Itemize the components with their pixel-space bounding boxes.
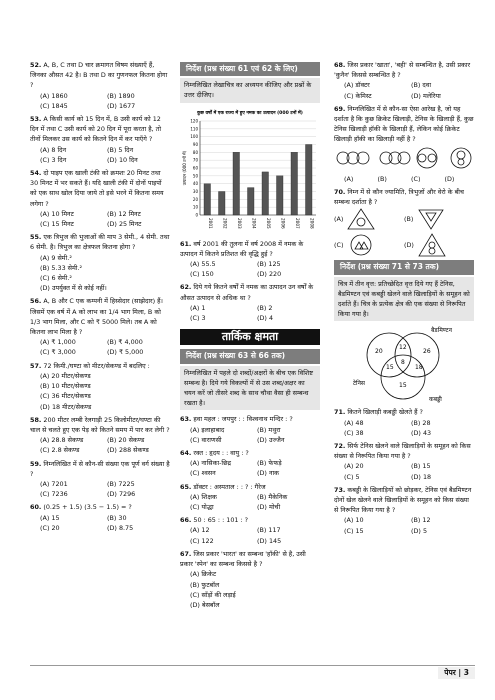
venn-option-b-icon — [380, 152, 410, 164]
question-text: डॉक्टर : अस्पताल : : ? : गैरेज — [193, 482, 266, 491]
option[interactable]: (B) 12 — [411, 516, 431, 525]
options — [180, 492, 320, 512]
question-number: 62. — [180, 283, 192, 292]
question-text: एक त्रिभुज की भुजाओं की माप 3 सेमी., 4 सेमी. तथा 6 सेमी. है। त्रिभुज का क्षेत्रफल कितना होगा ? — [30, 233, 170, 252]
question — [30, 415, 170, 456]
bar-2004 — [247, 187, 254, 214]
option[interactable]: (D) 4 — [257, 314, 274, 323]
option[interactable]: (D) 288 सेकण्ड — [107, 446, 149, 455]
option[interactable]: (A) 1860 — [40, 91, 68, 100]
option[interactable]: (D) 25 मिनट — [107, 220, 142, 229]
question-number: 61. — [180, 239, 192, 248]
section-title: तार्किक क्षमता — [180, 329, 320, 345]
badminton-label: बैडमिण्टन — [431, 327, 452, 335]
question-number: 64. — [180, 449, 192, 458]
option[interactable]: (C) 3 — [190, 314, 206, 323]
question-stem — [180, 482, 320, 492]
kabaddi-label: कबड्डी — [429, 396, 442, 404]
y-tick-label: 70 — [192, 157, 198, 163]
question — [30, 459, 170, 500]
y-tick-label: 50 — [192, 172, 198, 178]
option[interactable]: (B) मथुरा — [257, 425, 281, 434]
option[interactable]: (C) 150 — [190, 270, 214, 279]
option[interactable]: (C) 1845 — [40, 101, 68, 110]
option[interactable]: (B) 5 दिन — [107, 145, 134, 154]
question-stem — [30, 60, 170, 91]
question — [30, 232, 170, 293]
option[interactable]: (C) वाराणसी — [190, 435, 222, 444]
question-70 — [334, 187, 474, 257]
question-stem — [30, 361, 170, 371]
question-text: A किसी कार्य को 15 दिन में, B उसी कार्य को 12 दिन में तथा C उसी कार्य को 20 दिन में पूरा करता है, तो तीनों मिलकर उस कार्य को कितने दिन में कर पाएँगे ? — [30, 115, 161, 144]
question-69 — [334, 104, 474, 184]
tennis-label: टेनिस — [353, 380, 365, 388]
section-header-61-62: निर्देश (प्रश्न संख्या 61 एवं 62 के लिए) — [180, 62, 320, 76]
option[interactable]: (D) नाक — [257, 469, 280, 478]
question — [334, 60, 474, 101]
question — [30, 361, 170, 412]
venn-region-badminton-kabaddi: 18 — [415, 364, 423, 372]
column-3 — [334, 60, 474, 539]
option[interactable]: (A) 55.5 — [190, 260, 216, 269]
question-text: जिस प्रकार 'खाता', 'बही' से सम्बन्धित है, उसी प्रकार 'कुनैन' किससे सम्बन्धित है ? — [334, 61, 471, 80]
option[interactable]: (C) 6 सेमी.² — [40, 274, 72, 283]
question-number: 72. — [334, 442, 346, 451]
question-number: 69. — [334, 104, 346, 113]
option[interactable]: (D) 18 — [411, 472, 432, 481]
option[interactable]: (A) 9 सेमी.² — [40, 253, 72, 262]
option-label: (B) — [404, 215, 414, 224]
venn-region-all-three: 8 — [401, 359, 405, 367]
x-tick-label: 2006 — [280, 217, 286, 229]
page-footer — [30, 665, 475, 680]
option[interactable]: (C) 5 — [344, 472, 360, 481]
venn-region-tennis-kabaddi: 15 — [386, 364, 394, 372]
question-number: 63. — [180, 415, 192, 424]
bar-2006 — [276, 175, 283, 214]
question-number: 60. — [30, 503, 42, 512]
venn-region-kabaddi-only: 15 — [399, 382, 407, 390]
y-tick-label: 120 — [190, 118, 198, 124]
options — [30, 371, 170, 412]
y-tick-label: 110 — [190, 125, 198, 131]
options — [334, 418, 474, 438]
venn-region-badminton-only: 26 — [423, 348, 431, 356]
option[interactable]: (D) ₹ 5,000 — [107, 348, 144, 357]
option-label: (A) — [334, 215, 344, 224]
option[interactable]: (C) — [411, 174, 421, 183]
option-70-d[interactable] — [404, 233, 474, 257]
option[interactable]: (B) फेफड़े — [257, 459, 282, 468]
question-text: निम्नलिखित में से कौन-सा ऐसा आरेख है, जो यह दर्शाता है कि कुछ क्रिकेट खिलाड़ी, टेनिस के खिलाड़ी हैं, कुछ टेनिस खिलाड़ी हॉकी के खिलाड़ी हैं, लेकिन कोई क्रिकेट खिलाड़ी हॉकी का खिलाड़ी नहीं है ? — [334, 104, 474, 144]
option[interactable]: (D) 18 मीटर/सेकण्ड — [40, 402, 92, 411]
section-header-63-66: निर्देश (प्रश्न संख्या 63 से 66 तक) — [180, 349, 320, 363]
option[interactable]: (A) 7201 — [40, 479, 68, 488]
options — [180, 458, 320, 478]
venn-region-tennis-badminton: 12 — [399, 344, 407, 352]
option[interactable]: (C) श्वसन — [190, 469, 216, 478]
option[interactable]: (D) बेसबॉल — [190, 600, 220, 609]
question-text: A, B और C एक कम्पनी में हिस्सेदार (साझेदार) हैं। जिसमें एक वर्ष में A को लाभ का 1/4 भाग मिला, B को 1/3 भाग मिला, और C को ₹ 5000 मिले। तब A को कितना लाभ मिला है ? — [30, 297, 163, 337]
section-header-71-73: निर्देश (प्रश्न संख्या 71 से 73 तक) — [334, 260, 474, 274]
option[interactable]: (B) 12 मिनट — [107, 209, 141, 218]
option[interactable]: (B) 10 मीटर/सेकण्ड — [40, 382, 91, 391]
option[interactable]: (D) उपर्युक्त में से कोई नहीं। — [40, 284, 107, 293]
question-text: जिस प्रकार 'भारत' का सम्बन्ध 'हॉकी' से है, उसी प्रकार 'स्पेन' का सम्बन्ध किससे है ? — [180, 549, 306, 569]
question-stem — [30, 415, 170, 435]
question — [30, 502, 170, 533]
options — [30, 209, 170, 229]
option[interactable]: (C) 15 मिनट — [40, 220, 74, 229]
circle-triangles-option-icon — [346, 233, 376, 257]
question-number: 66. — [180, 516, 192, 525]
option[interactable]: (A) 10 — [344, 516, 364, 525]
salt-production-bar-chart — [180, 107, 320, 237]
venn-region-tennis-only: 20 — [375, 348, 383, 356]
options — [180, 303, 320, 323]
question-number: 57. — [30, 361, 42, 370]
venn-option-d-icon — [451, 148, 471, 168]
option[interactable]: (C) ₹ 3,000 — [40, 348, 76, 357]
option[interactable]: (A) क्रिकेट — [190, 570, 217, 579]
option[interactable]: (A) 15 — [40, 513, 60, 522]
option[interactable]: (A) 12 — [190, 526, 210, 535]
option[interactable]: (A) 20 मीटर/सेकण्ड — [40, 371, 91, 380]
option[interactable]: (D) 10 दिन — [107, 155, 138, 164]
option[interactable]: (C) साँड़ों की लड़ाई — [190, 590, 236, 599]
option[interactable]: (D) उज्जैन — [257, 435, 285, 444]
option[interactable]: (B) 15 — [411, 462, 431, 471]
question-number: 52. — [30, 61, 42, 69]
question-text: दो पाइप एक खाली टंकी को क्रमशः 20 मिनट तथा 30 मिनट में भर सकते हैं। यदि खाली टंकी में दोनों पाइपों को एक साथ खोल दिया जाये तो इसे भरने में कितना समय लगेगा ? — [30, 169, 164, 208]
option[interactable]: (D) मोची — [257, 503, 281, 512]
option[interactable]: (D) — [444, 174, 455, 183]
question — [180, 414, 320, 445]
bar-2007 — [291, 152, 298, 215]
question — [334, 441, 474, 482]
question-number: 55. — [30, 233, 42, 242]
question-text: 72 किमी./घण्टा को मीटर/सेकण्ड में बदलिए : — [43, 361, 150, 370]
instruction-61-62: निम्नलिखित लेखाचित्र का अध्ययन कीजिए और प्रश्नों के उत्तर दीजिए। — [180, 78, 320, 102]
option[interactable]: (D) 1677 — [107, 101, 136, 110]
x-tick-label: 2008 — [309, 217, 315, 229]
option[interactable]: (B) — [377, 174, 387, 183]
option[interactable]: (B) 30 — [107, 513, 127, 522]
question-stem — [180, 549, 320, 569]
question-number: 70. — [334, 188, 346, 197]
option[interactable]: (B) 7225 — [107, 479, 135, 488]
triangle-circle-option-icon — [346, 207, 376, 231]
question-text: कबड्डी के खिलाड़ियों को छोड़कर, टेनिस एवं बैडमिण्टन दोनों खेल खेलने वाले खिलाड़ियों के समूहन को किस संख्या से निरूपित किया गया है ? — [334, 485, 472, 515]
question — [334, 407, 474, 438]
options — [30, 435, 170, 455]
x-tick-label: 2001 — [207, 217, 213, 229]
option[interactable]: (A) 28.8 सेकण्ड — [40, 436, 84, 445]
page-number: पेपर | 3 — [438, 667, 475, 679]
option[interactable]: (A) — [344, 174, 354, 183]
option[interactable]: (C) 3 दिन — [40, 155, 67, 164]
question-stem — [334, 407, 474, 417]
option[interactable]: (B) 20 सेकण्ड — [107, 436, 145, 445]
question-stem — [180, 515, 320, 525]
questions-71-73 — [334, 407, 474, 535]
sports-venn-diagram — [339, 325, 469, 405]
venn-options-69 — [334, 145, 474, 171]
question-stem — [30, 114, 170, 145]
question-text: हवा महल : जयपुर : : विश्वनाथ मन्दिर : ? — [193, 415, 293, 424]
option[interactable]: (C) 7236 — [40, 490, 68, 499]
question — [30, 114, 170, 165]
option[interactable]: (B) ₹ 4,000 — [107, 338, 143, 347]
options-69 — [334, 174, 474, 184]
option[interactable]: (C) केमिस्ट — [344, 91, 372, 100]
y-tick-label: 40 — [192, 180, 198, 186]
option[interactable]: (A) नासिका-छिद्र — [190, 459, 231, 468]
y-tick-label: 100 — [190, 133, 198, 139]
options — [30, 479, 170, 499]
options — [180, 425, 320, 445]
questions-63-67 — [180, 414, 320, 610]
question-stem — [180, 448, 320, 458]
option-label: (C) — [334, 241, 344, 250]
question-number: 58. — [30, 415, 42, 424]
question-number: 65. — [180, 482, 192, 491]
options — [180, 525, 320, 545]
option[interactable]: (C) योद्धा — [190, 503, 214, 512]
question-stem — [30, 232, 170, 252]
bar-2005 — [262, 172, 269, 215]
venn-option-a-icon — [337, 152, 369, 164]
option[interactable]: (A) शिक्षक — [190, 492, 217, 501]
question-text: A, B, C तथा D चार क्रमागत विषम संख्याएँ हैं, जिनका औसत 42 है। B तथा D का गुणनफल कितना होगा ? — [30, 61, 168, 90]
options — [334, 515, 474, 535]
option[interactable]: (B) फुटबॉल — [190, 580, 220, 589]
x-tick-label: 2004 — [251, 217, 257, 229]
question-stem — [334, 485, 474, 516]
bar-2001 — [204, 183, 211, 214]
question-text: (0.25 + 1.5) (3.5 − 1.5) = ? — [43, 503, 132, 512]
option[interactable]: (C) 20 — [40, 523, 60, 532]
question-number: 56. — [30, 297, 42, 306]
options-70 — [334, 207, 474, 257]
bar-2002 — [218, 191, 225, 215]
option[interactable]: (C) 38 — [344, 428, 364, 437]
questions-61-62 — [180, 239, 320, 324]
option-label: (D) — [404, 241, 414, 250]
question-text: निम्नलिखित में से कौन-सी संख्या एक पूर्ण वर्ग संख्या है ? — [30, 459, 170, 478]
y-tick-label: 10 — [192, 204, 198, 210]
option[interactable]: (D) 43 — [411, 428, 432, 437]
option[interactable]: (C) 15 — [344, 526, 364, 535]
question-text: 200 मीटर लम्बी रेलगाड़ी 25 किलोमीटर/घण्टा की चाल से चलते हुए एक पेड़ को कितने समय में पार कर लेगी ? — [30, 415, 170, 434]
option-70-b[interactable] — [404, 207, 474, 231]
question-text: वर्ष 2001 की तुलना में वर्ष 2008 में नमक के उत्पादन में कितने प्रतिशत की वृद्धि हुई ? — [180, 239, 304, 258]
instruction-63-66: निम्नलिखित में पहले दो शब्दों/अक्षरों के बीच एक विशिष्ट सम्बन्ध है। दिये गये विकल्पों में से उस शब्द/अक्षर का चयन करें जो तीसरे शब्द के साथ चौथा वैसा ही सम्बन्ध रखता है। — [180, 366, 320, 411]
option[interactable]: (D) 7296 — [107, 490, 136, 499]
x-tick-label: 2005 — [265, 217, 271, 229]
options — [30, 337, 170, 357]
question — [334, 485, 474, 536]
venn-option-c-icon — [417, 148, 437, 168]
question-number: 71. — [334, 408, 346, 417]
option[interactable]: (B) 125 — [257, 260, 281, 269]
y-tick-label: 90 — [192, 141, 198, 147]
question — [180, 239, 320, 280]
question-number: 68. — [334, 61, 346, 69]
option[interactable]: (D) 220 — [257, 270, 282, 279]
question-text: कितने खिलाड़ी कबड्डी खेलते हैं ? — [347, 408, 423, 417]
option[interactable]: (A) 10 मिनट — [40, 209, 74, 218]
option[interactable]: (A) 20 — [344, 462, 364, 471]
bar-2008 — [305, 144, 312, 215]
option[interactable]: (A) 48 — [344, 418, 364, 427]
options — [334, 80, 474, 100]
option[interactable]: (D) 145 — [257, 536, 282, 545]
y-axis-label: उत्पादन (000 टनों में) — [182, 150, 187, 185]
question-number: 54. — [30, 169, 42, 178]
y-tick-label: 80 — [192, 149, 198, 155]
question-number: 53. — [30, 115, 42, 124]
option[interactable]: (B) 117 — [257, 526, 281, 535]
option[interactable]: (B) 28 — [411, 418, 431, 427]
option-70-c[interactable] — [334, 233, 404, 257]
question-stem — [334, 60, 474, 80]
question-stem — [30, 459, 170, 479]
triangle-two-circles-option-icon — [417, 233, 447, 257]
option[interactable]: (A) ₹ 1,000 — [40, 338, 76, 347]
option[interactable]: (A) डॉक्टर — [344, 81, 370, 90]
options — [30, 91, 170, 111]
question-stem — [334, 441, 474, 461]
question-stem — [30, 168, 170, 209]
nested-triangle-option-icon — [416, 207, 446, 231]
option[interactable]: (B) 5.33 सेमी.² — [40, 263, 83, 272]
question-stem — [180, 282, 320, 302]
question-text: सिर्फ टेनिस खेलने वाले खिलाड़ियों के समूहन को किस संख्या से निरूपित किया गया है ? — [334, 442, 471, 461]
option[interactable]: (B) 2 — [257, 303, 273, 312]
option[interactable]: (C) 122 — [190, 536, 214, 545]
y-tick-label: 30 — [192, 188, 198, 194]
question-text: रक्त : हृदय : : वायु : ? — [193, 449, 249, 458]
question-number: 73. — [334, 485, 346, 494]
question — [180, 482, 320, 513]
options — [30, 145, 170, 165]
question — [180, 282, 320, 323]
question — [30, 60, 170, 111]
question-text: निम्न में से कौन ज्यामिति, त्रिभुजों और वेरो के बीच सम्बन्ध दर्शाता है ? — [334, 188, 464, 207]
chart-title: कुछ वर्षों में एक राज्य में हुए नमक का उत्पादन (000 टनों में) — [197, 110, 303, 116]
options — [30, 513, 170, 533]
question-number: 59. — [30, 459, 42, 468]
option[interactable]: (D) 5 — [411, 526, 428, 535]
question-text: दिये गये कितने वर्षों में नमक का उत्पादन उन वर्षों के औसत उत्पादन से अधिक था ? — [180, 283, 314, 302]
instruction-71-73: चित्र में तीन वृत्त: प्रतिच्छेदित वृत्त दिये गए हैं टेनिस, बैडमिण्टन एवं कबड्डी खेलने वाले खिलाड़ियों के समूहन को दर्शाते हैं। चित्र के प्रत्येक क्षेत्र की एक संख्या से निरूपित किया गया है। — [334, 277, 474, 322]
option[interactable]: (C) 2.8 सेकण्ड — [40, 446, 80, 455]
question-stem — [180, 239, 320, 259]
question — [30, 296, 170, 357]
option[interactable]: (B) मैकेनिक — [257, 492, 288, 501]
options — [30, 253, 170, 294]
option[interactable]: (C) 36 मीटर/सेकण्ड — [40, 392, 91, 401]
option[interactable]: (A) इलाहाबाद — [190, 425, 225, 434]
options — [180, 259, 320, 279]
question-68 — [334, 60, 474, 101]
question-number: 67. — [180, 549, 192, 558]
question-stem — [180, 414, 320, 424]
question-stem — [30, 296, 170, 337]
x-tick-label: 2002 — [222, 217, 228, 229]
question — [180, 515, 320, 546]
option[interactable]: (B) 1890 — [107, 91, 135, 100]
x-tick-label: 2007 — [294, 217, 300, 229]
bar-2003 — [233, 152, 240, 215]
options — [334, 461, 474, 481]
option[interactable]: (A) 8 दिन — [40, 145, 67, 154]
y-tick-label: 0 — [195, 212, 198, 218]
question-stem — [30, 502, 170, 512]
question — [30, 168, 170, 229]
x-tick-label: 2003 — [236, 217, 242, 229]
question — [180, 549, 320, 610]
y-tick-label: 60 — [192, 165, 198, 171]
y-tick-label: 20 — [192, 196, 198, 202]
column-2 — [180, 60, 320, 613]
column-1 — [30, 60, 170, 536]
option-70-a[interactable] — [334, 207, 404, 231]
question — [180, 448, 320, 479]
option[interactable]: (A) 1 — [190, 303, 206, 312]
options — [180, 569, 320, 610]
option[interactable]: (D) 8.75 — [107, 523, 134, 532]
option[interactable]: (D) मलेरिया — [411, 91, 441, 100]
question-text: 50 : 65 : : 101 : ? — [193, 516, 249, 525]
option[interactable]: (B) दवा — [411, 81, 432, 90]
